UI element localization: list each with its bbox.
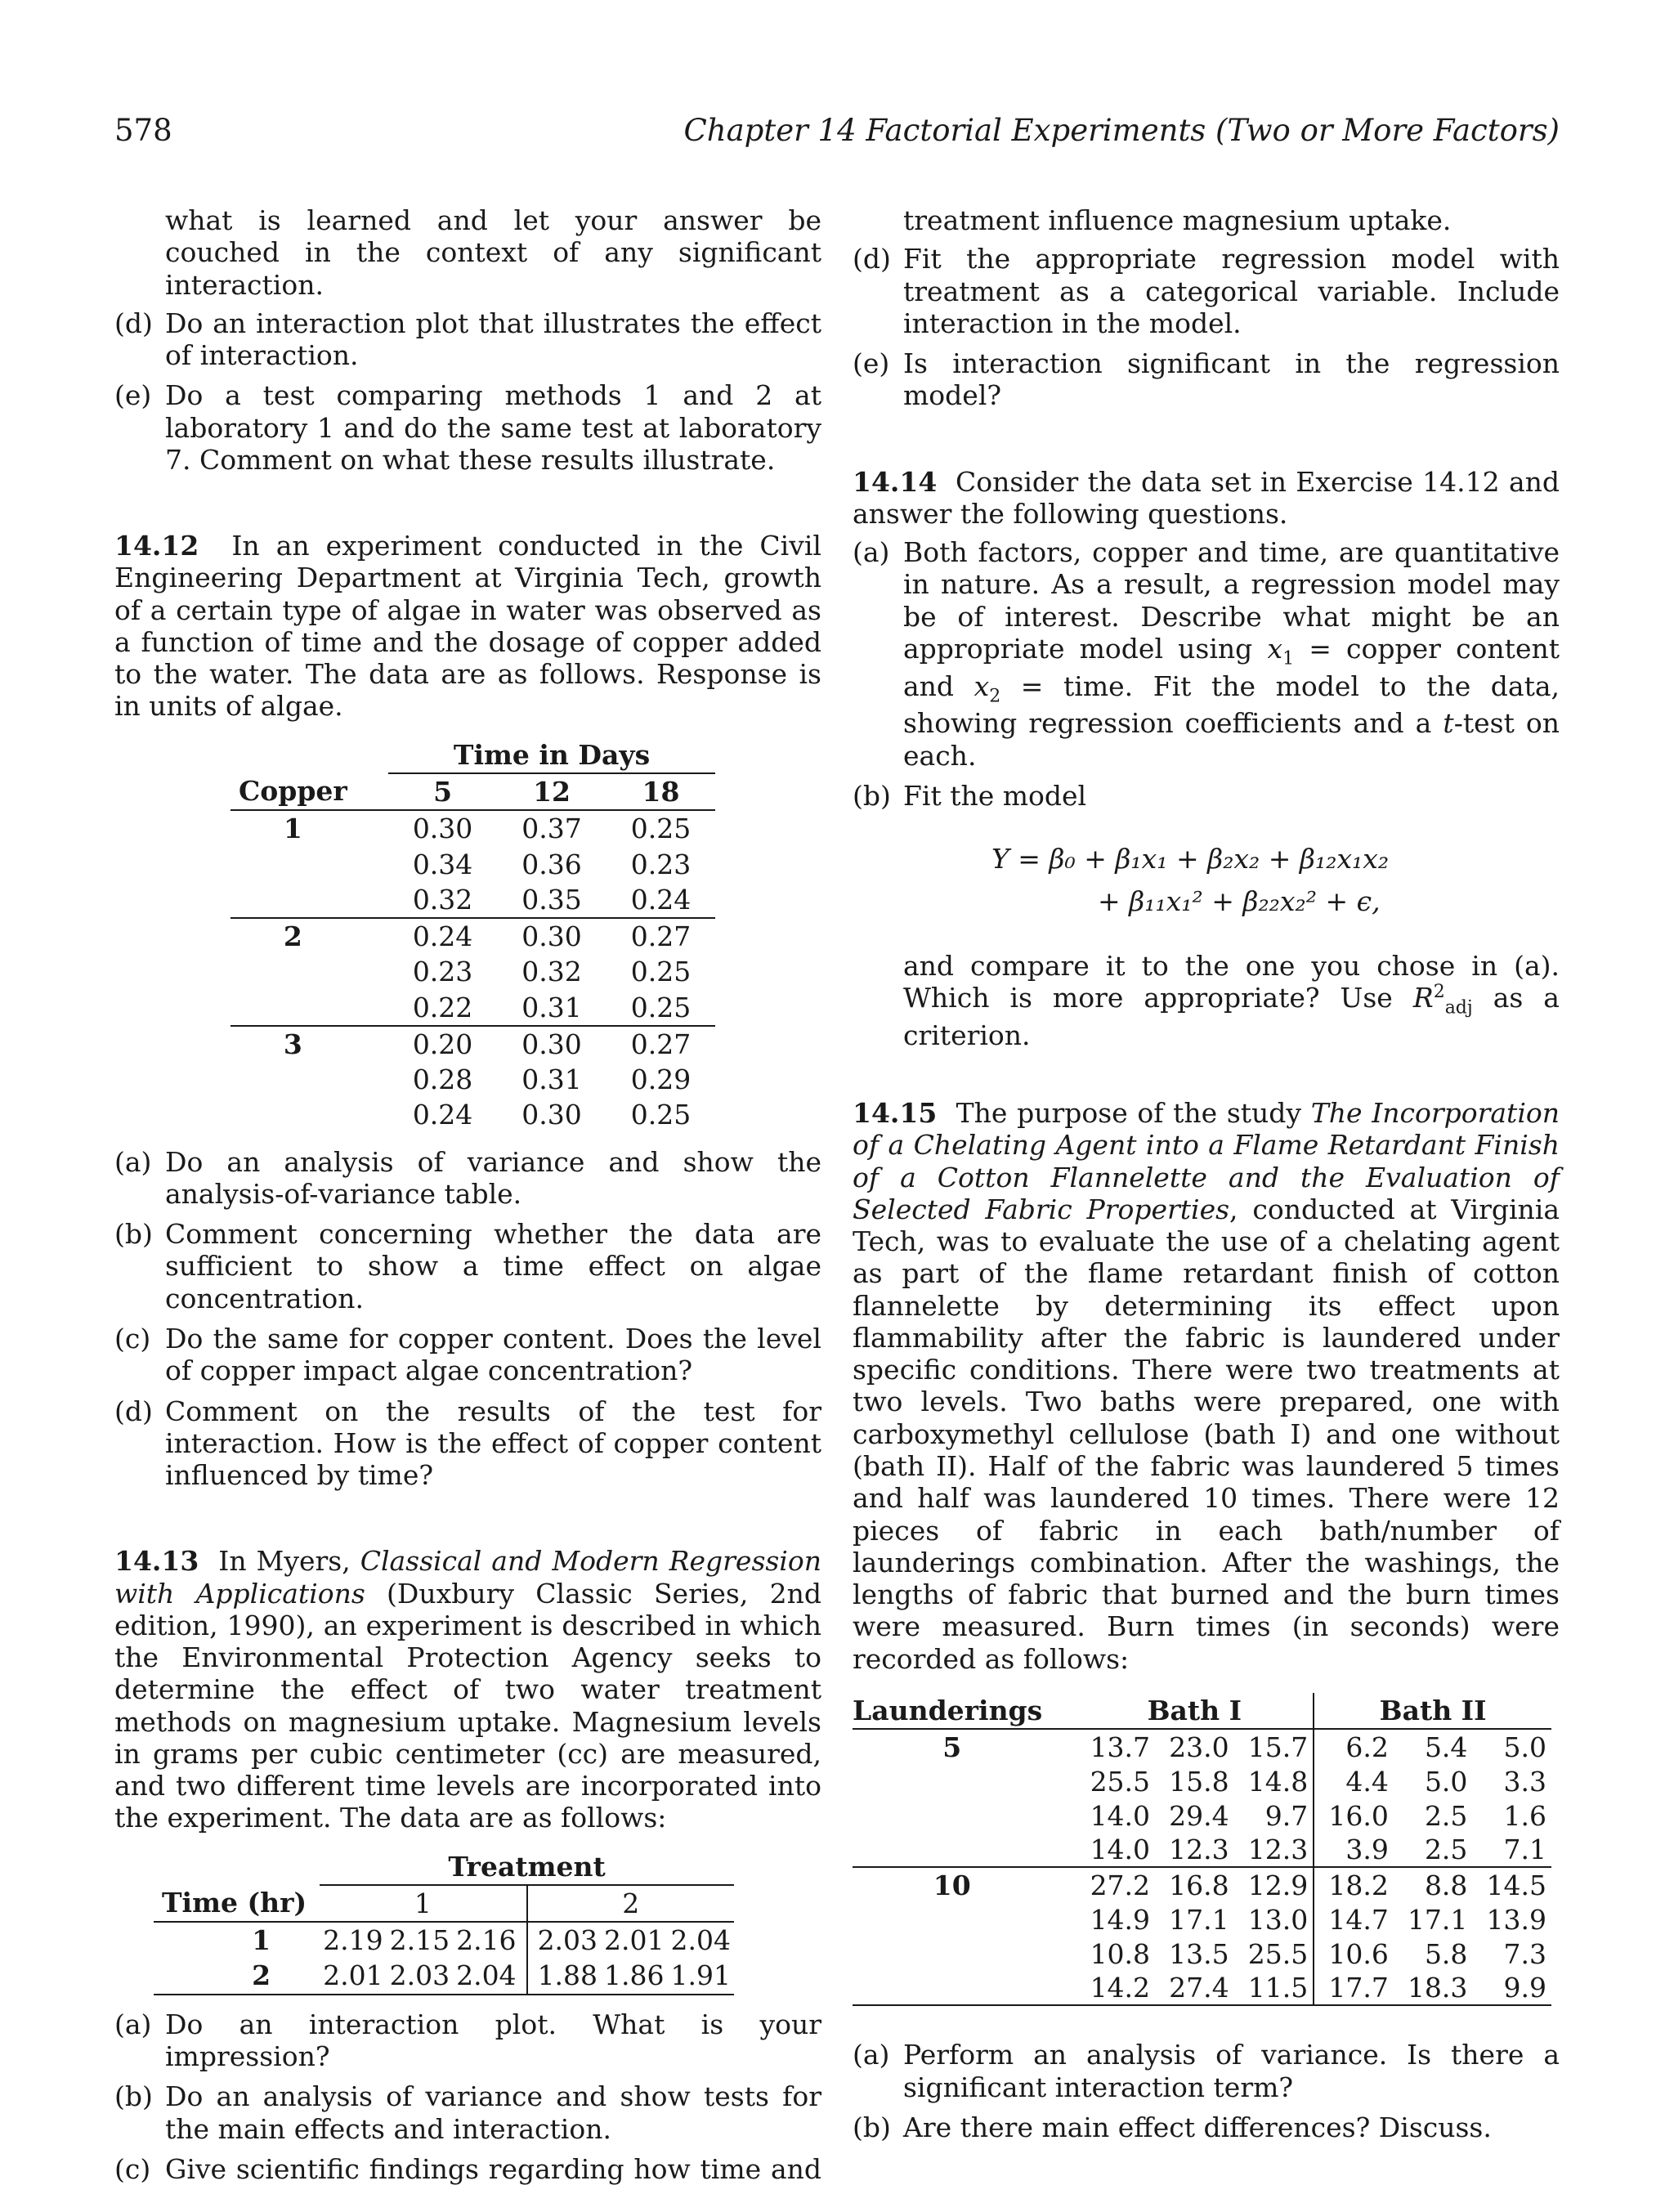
table-cell: 0.34 xyxy=(412,848,473,880)
table-row xyxy=(154,1958,734,1994)
table-cell: 0.24 xyxy=(412,920,473,953)
list-item xyxy=(114,1146,821,1211)
table-cell: 13.5 xyxy=(1169,1937,1229,1970)
item-text: Fit the appropriate regression model with treatment as a categorical variable. Include interaction in the model. xyxy=(903,243,1560,339)
table-row xyxy=(231,1062,715,1097)
table-cell: 0.28 xyxy=(412,1063,473,1096)
item-text: Do the same for copper content. Does the level of copper impact algae concentration? xyxy=(165,1322,821,1387)
table-cell: 2.15 xyxy=(389,1924,450,1957)
table-cell: 0.29 xyxy=(630,1063,692,1096)
table-cell: 17.7 xyxy=(1328,1971,1389,2004)
table-cell: 5.8 xyxy=(1424,1937,1468,1970)
table-group-header: Treatment xyxy=(320,1849,734,1885)
exercise-number: 14.12 xyxy=(114,530,199,562)
table-cell: 3.9 xyxy=(1345,1833,1389,1865)
item-label: (a) xyxy=(114,1145,152,1178)
list-item xyxy=(853,243,1560,339)
table-cell: 14.8 xyxy=(1234,1765,1314,1798)
table-cell: 1.91 xyxy=(670,1959,732,1992)
page-number: 578 xyxy=(114,113,172,148)
list-item xyxy=(114,2153,821,2185)
table-cell: 0.25 xyxy=(630,1099,692,1131)
table-row xyxy=(231,990,715,1026)
row-label xyxy=(853,1971,1076,2005)
table-cell: 2.5 xyxy=(1424,1799,1468,1832)
table-cell: 0.36 xyxy=(521,848,582,880)
row-label xyxy=(231,1062,388,1097)
item-label: (e) xyxy=(853,347,890,380)
table-cell: 2.01 xyxy=(604,1924,665,1957)
table-cell: 14.5 xyxy=(1486,1869,1546,1902)
table-cell: 0.23 xyxy=(630,848,692,880)
right-column xyxy=(853,204,1560,2152)
row-label: 1 xyxy=(283,813,302,845)
table-cell: 12.9 xyxy=(1234,1867,1314,1903)
table-cell: 0.27 xyxy=(630,920,692,953)
table-row xyxy=(231,810,715,846)
table-cell: 10.6 xyxy=(1328,1937,1389,1970)
row-label xyxy=(231,847,388,882)
table-cell: 0.25 xyxy=(630,813,692,845)
table-row xyxy=(231,954,715,989)
list-item xyxy=(114,1218,821,1314)
exercise-text: The purpose of the study xyxy=(956,1097,1311,1130)
table-group-header: Time in Days xyxy=(388,737,715,773)
table-cell: 14.2 xyxy=(1090,1971,1151,2004)
table-column-header: Bath I xyxy=(1076,1693,1314,1729)
table-cell: 0.35 xyxy=(521,883,582,916)
table-cell: 1.88 xyxy=(537,1959,598,1992)
item-text: Do a test comparing methods 1 and 2 at laboratory 1 and do the same test at laboratory 7. Comment on what these results illustrate. xyxy=(165,379,821,476)
table-row xyxy=(853,1799,1551,1833)
exercise-14-13-intro xyxy=(114,1545,821,1834)
cited-study-title: The Incorporation of a Chelating Agent into a Flame Retardant Finish of a Cotton Flannelette and the Evaluation of Selected Fabric Properties xyxy=(853,1097,1560,1225)
algae-data-table xyxy=(231,737,715,1133)
row-label: 1 xyxy=(252,1924,271,1957)
item-label: (c) xyxy=(114,1322,151,1355)
magnesium-data-table xyxy=(154,1849,734,1995)
exercise-text: (Duxbury Classic Series, 2nd edition, 1990), an experiment is described in which the Environmental Protection Agency seeks to determine the effect of two water treatment methods on magnesium uptake. Magnesium levels in grams per cubic centimeter (cc) are measured, and two different time levels are incorporated into the experiment. The data are as follows: xyxy=(114,1577,821,1834)
row-label xyxy=(853,1765,1076,1798)
running-head: Chapter 14 Factorial Experiments (Two or More Factors) xyxy=(683,113,1560,148)
table-cell: 27.4 xyxy=(1169,1971,1229,2004)
row-label: 5 xyxy=(942,1731,962,1764)
table-cell: 14.7 xyxy=(1328,1904,1389,1937)
exercise-number: 14.14 xyxy=(853,465,938,498)
burn-times-table xyxy=(853,1693,1551,2006)
table-cell: 13.7 xyxy=(1090,1731,1151,1764)
table-cell: 0.30 xyxy=(521,1099,582,1131)
table-cell: 16.0 xyxy=(1328,1799,1389,1832)
cited-book-title: Classical and Modern Regression with Applications xyxy=(114,1545,821,1610)
row-label xyxy=(231,990,388,1026)
table-cell: 5.0 xyxy=(1424,1766,1468,1798)
exercise-number: 14.13 xyxy=(114,1545,199,1578)
table-cell: 2.03 xyxy=(389,1959,450,1992)
table-cell: 13.0 xyxy=(1234,1903,1314,1937)
table-cell: 12.3 xyxy=(1234,1833,1314,1867)
table-cell: 8.8 xyxy=(1424,1869,1468,1902)
item-text: Comment on the results of the test for interaction. How is the effect of copper content influenced by time? xyxy=(165,1395,821,1492)
table-column-header: 12 xyxy=(533,775,571,808)
table-column-header: 2 xyxy=(622,1887,640,1919)
table-cell: 0.31 xyxy=(521,1063,582,1096)
item-text: Do an analysis of variance and show tests for the main effects and interaction. xyxy=(165,2080,821,2145)
item-label: (b) xyxy=(114,2080,153,2113)
table-cell: 14.9 xyxy=(1090,1904,1151,1937)
regression-equation-line-2: + β₁₁x₁² + β₂₂x₂² + ϵ, xyxy=(1098,884,1381,917)
table-row xyxy=(853,1971,1551,2005)
table-cell: 0.30 xyxy=(521,1028,582,1060)
item-text: Are there main effect differences? Discuss. xyxy=(903,2111,1492,2143)
list-item xyxy=(114,2080,821,2145)
item-text: Do an analysis of variance and show the analysis-of-variance table. xyxy=(165,1145,821,1210)
list-item xyxy=(853,2039,1560,2103)
item-text: Give scientific findings regarding how time and xyxy=(165,2152,821,2185)
table-cell: 29.4 xyxy=(1169,1799,1229,1832)
table-cell: 2.19 xyxy=(323,1924,383,1957)
table-cell: 25.5 xyxy=(1090,1766,1151,1798)
item-label: (a) xyxy=(853,2039,890,2071)
item-text: Both factors, copper and time, are quantitative in nature. As a result, a regression model may be of interest. Describe what might be an appropriate model using $x_1$ = copper content and $x_2$ = time. Fit the model to the data, showing regression coefficients and a t-test on each. xyxy=(903,536,1560,772)
table-cell: 4.4 xyxy=(1345,1766,1389,1798)
table-cell: 6.2 xyxy=(1345,1731,1389,1764)
table-cell: 5.0 xyxy=(1503,1731,1546,1764)
table-cell: 0.25 xyxy=(630,991,692,1023)
table-cell: 11.5 xyxy=(1234,1971,1314,2005)
table-cell: 7.1 xyxy=(1503,1833,1546,1865)
table-cell: 2.16 xyxy=(453,1922,526,1958)
table-row xyxy=(231,1026,715,1062)
item-label: (d) xyxy=(114,307,153,339)
table-row xyxy=(231,918,715,954)
table-cell: 0.30 xyxy=(521,920,582,953)
exercise-text: , conducted at Virginia Tech, was to evaluate the use of a chelating agent as part of the flame retardant finish of cotton flannelette by determining its effect upon flammability after the fabric is laundered under specific conditions. There were two treatments at two levels. Two baths were prepared, one with carboxymethyl cellulose (bath I) and one without (bath II). Half of the fabric was laundered 5 times and half was laundered 10 times. There were 12 pieces of fabric in each bath/number of launderings combination. After the washings, the lengths of fabric that burned and the burn times were measured. Burn times (in seconds) were recorded as follows: xyxy=(853,1193,1560,1675)
table-cell: 0.22 xyxy=(412,991,473,1023)
row-label: 3 xyxy=(283,1028,302,1060)
table-cell: 0.32 xyxy=(521,956,582,988)
table-cell: 12.3 xyxy=(1169,1833,1229,1865)
table-row-header: Copper xyxy=(239,775,347,808)
table-cell: 15.7 xyxy=(1234,1729,1314,1765)
table-cell: 16.8 xyxy=(1169,1869,1229,1902)
row-label: 10 xyxy=(933,1869,971,1902)
item-text: Do an interaction plot that illustrates the effect of interaction. xyxy=(165,307,821,372)
table-row xyxy=(853,1903,1551,1937)
list-item xyxy=(114,2008,821,2073)
regression-equation-line-1: Y = β₀ + β₁x₁ + β₂x₂ + β₁₂x₁x₂ xyxy=(991,843,1390,875)
table-cell: 0.24 xyxy=(630,883,692,916)
table-cell: 23.0 xyxy=(1169,1731,1229,1764)
row-label xyxy=(853,1937,1076,1971)
list-item xyxy=(853,780,1560,812)
item-label: (b) xyxy=(853,779,891,812)
list-item xyxy=(114,1323,821,1387)
table-row xyxy=(154,1922,734,1958)
table-cell: 0.32 xyxy=(412,883,473,916)
item-text: Comment concerning whether the data are sufficient to show a time effect on algae concentration. xyxy=(165,1218,821,1314)
exercise-text: In Myers, xyxy=(218,1545,360,1578)
continued-text: what is learned and let your answer be couched in the context of any significant interaction. xyxy=(165,204,821,301)
table-cell: 18.3 xyxy=(1407,1971,1468,2004)
table-column-header: Bath II xyxy=(1379,1694,1487,1726)
table-cell: 15.8 xyxy=(1169,1766,1229,1798)
table-cell: 17.1 xyxy=(1407,1904,1468,1937)
table-cell: 0.20 xyxy=(412,1028,473,1060)
table-row xyxy=(231,1097,715,1132)
list-item xyxy=(114,307,821,372)
item-label: (a) xyxy=(114,2008,152,2040)
table-row xyxy=(853,1765,1551,1798)
table-column-header: 5 xyxy=(433,775,453,808)
table-cell: 2.5 xyxy=(1424,1833,1468,1865)
table-cell: 0.30 xyxy=(412,813,473,845)
table-cell: 0.37 xyxy=(521,813,582,845)
table-cell: 2.04 xyxy=(670,1924,732,1957)
table-cell: 2.01 xyxy=(323,1959,383,1992)
table-row xyxy=(853,1867,1551,1903)
exercise-text: In an experiment conducted in the Civil Engineering Department at Virginia Tech, growth of a certain type of algae in water was observed as a function of time and the dosage of copper added to the water. The data are as follows. Response is in units of algae. xyxy=(114,530,821,723)
table-cell: 0.25 xyxy=(630,956,692,988)
table-cell: 2.04 xyxy=(453,1958,526,1994)
list-item xyxy=(114,1395,821,1492)
table-cell: 9.7 xyxy=(1234,1799,1314,1833)
item-label: (e) xyxy=(114,379,152,412)
table-row xyxy=(853,1833,1551,1867)
table-cell: 10.8 xyxy=(1090,1937,1151,1970)
row-label: 2 xyxy=(283,920,302,953)
table-row xyxy=(231,847,715,882)
table-row-header: Launderings xyxy=(853,1694,1043,1726)
table-cell: 27.2 xyxy=(1090,1869,1151,1902)
list-item xyxy=(114,379,821,476)
row-label xyxy=(853,1903,1076,1937)
row-label xyxy=(231,882,388,918)
table-cell: 0.31 xyxy=(521,991,582,1023)
row-label xyxy=(231,1097,388,1132)
exercise-14-15-intro xyxy=(853,1097,1560,1675)
table-row xyxy=(853,1937,1551,1971)
table-cell: 14.0 xyxy=(1090,1833,1151,1865)
table-cell: 7.3 xyxy=(1503,1937,1546,1970)
table-cell: 0.27 xyxy=(630,1028,692,1060)
table-cell: 2.03 xyxy=(537,1924,598,1957)
item-label: (b) xyxy=(114,1218,153,1251)
row-label xyxy=(853,1833,1076,1867)
exercise-text: and compare it to the one you chose in (a). Which is more appropriate? Use $R^2_{adj}$ as a criterion. xyxy=(903,949,1560,1051)
table-cell: 3.3 xyxy=(1503,1766,1546,1798)
exercise-number: 14.15 xyxy=(853,1097,938,1130)
table-cell: 1.6 xyxy=(1503,1799,1546,1832)
item-label: (d) xyxy=(853,243,891,275)
row-label: 2 xyxy=(252,1959,271,1992)
item-label: (b) xyxy=(853,2111,891,2143)
list-item xyxy=(853,536,1560,772)
table-cell: 17.1 xyxy=(1169,1904,1229,1937)
table-cell: 14.0 xyxy=(1090,1799,1151,1832)
table-row xyxy=(853,1729,1551,1765)
list-item xyxy=(853,2111,1560,2143)
item-text: Fit the model xyxy=(903,779,1087,812)
item-text: Do an interaction plot. What is your impression? xyxy=(165,2008,821,2073)
table-cell: 25.5 xyxy=(1234,1937,1314,1971)
item-label: (c) xyxy=(114,2152,151,2185)
table-row-header: Time (hr) xyxy=(162,1887,307,1919)
item-label: (d) xyxy=(114,1395,153,1427)
exercise-text: Consider the data set in Exercise 14.12 and answer the following questions. xyxy=(853,465,1560,530)
continued-text: treatment influence magnesium uptake. xyxy=(903,204,1452,236)
row-label xyxy=(231,954,388,989)
item-text: Is interaction significant in the regression model? xyxy=(903,347,1560,412)
item-label: (a) xyxy=(853,536,890,569)
exercise-14-14-intro xyxy=(853,466,1560,531)
row-label xyxy=(853,1799,1076,1833)
list-item xyxy=(853,347,1560,412)
table-column-header: 18 xyxy=(642,775,680,808)
table-cell: 0.24 xyxy=(412,1099,473,1131)
item-text: Perform an analysis of variance. Is there a significant interaction term? xyxy=(903,2039,1560,2103)
table-column-header: 1 xyxy=(320,1885,526,1922)
table-cell: 1.86 xyxy=(604,1959,665,1992)
table-cell: 5.4 xyxy=(1424,1731,1468,1764)
table-cell: 13.9 xyxy=(1486,1904,1546,1937)
table-cell: 18.2 xyxy=(1328,1869,1389,1902)
exercise-14-12-intro xyxy=(114,530,821,723)
table-cell: 0.23 xyxy=(412,956,473,988)
left-column xyxy=(114,204,821,2193)
table-row xyxy=(231,882,715,918)
table-cell: 9.9 xyxy=(1503,1971,1546,2004)
